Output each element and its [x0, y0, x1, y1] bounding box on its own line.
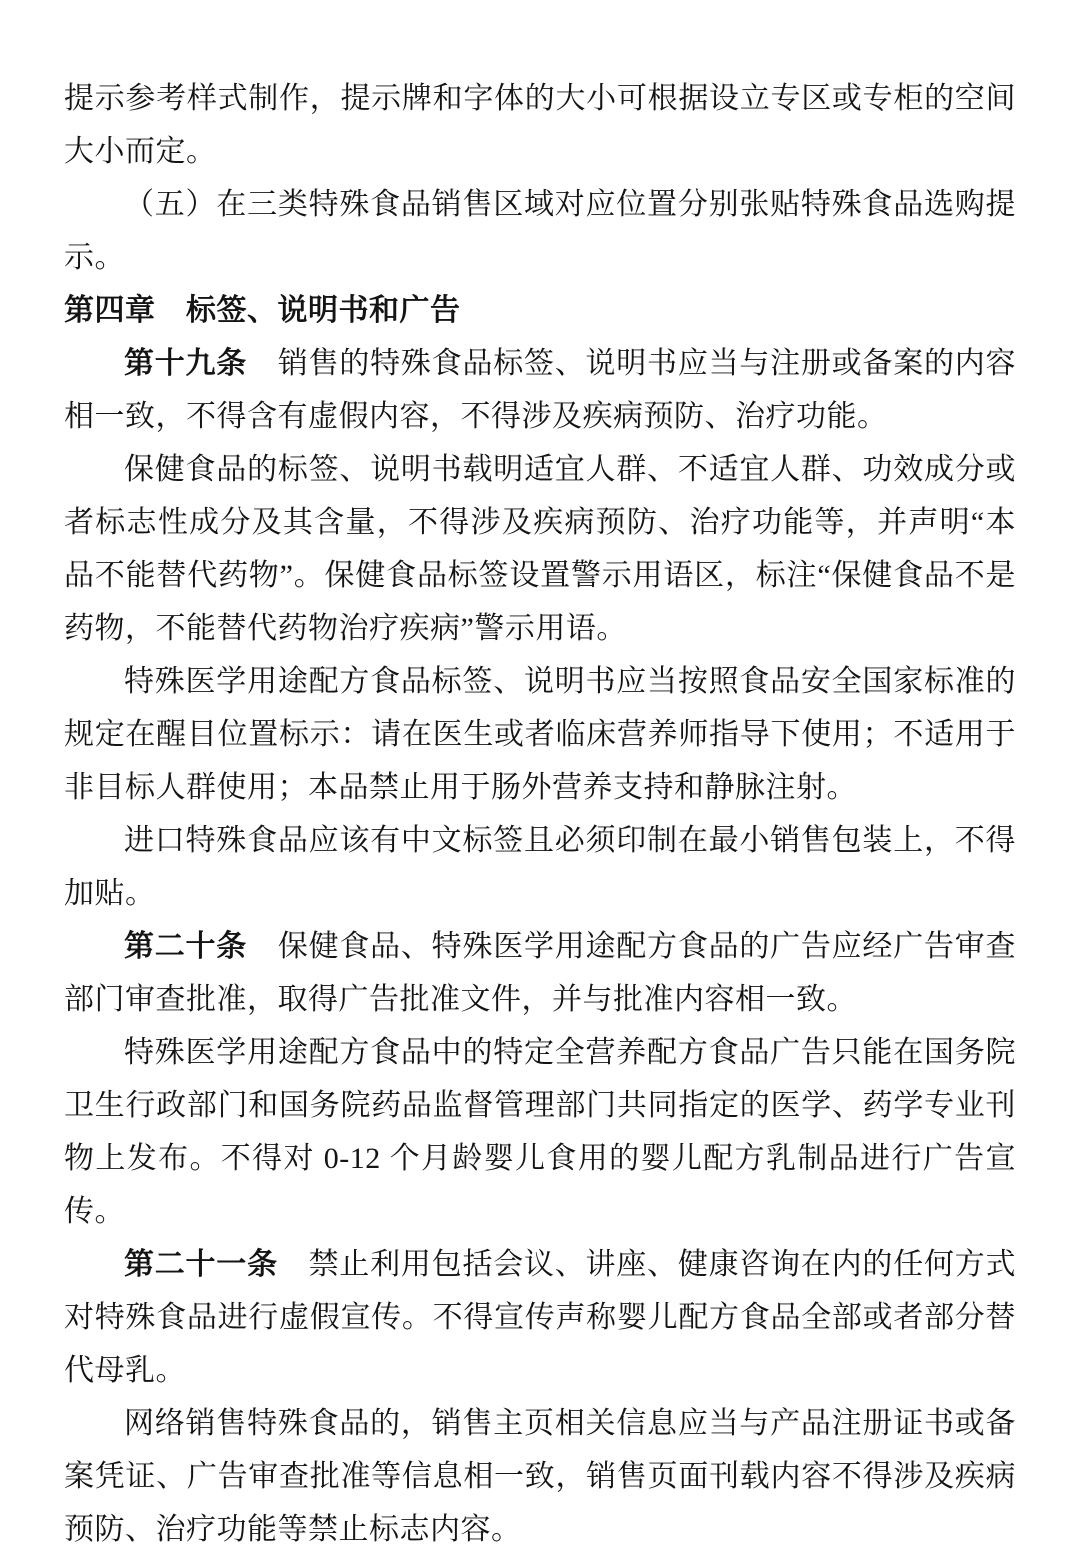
paragraph-article-19 — [64, 337, 1016, 443]
article-21-text: 禁止利用包括会议、讲座、健康咨询在内的任何方式对特殊食品进行虚假宣传。不得宣传声称婴儿配方食品全部或者部分替代母乳。 — [64, 1248, 1017, 1387]
paragraph-online-sales: 网络销售特殊食品的，销售主页相关信息应当与产品注册证书或备案凭证、广告审查批准等信息相一致，销售页面刊载内容不得涉及疾病预防、治疗功能等禁止标志内容。 — [64, 1407, 1016, 1546]
article-20-text: 保健食品、特殊医学用途配方食品的广告应经广告审查部门审查批准，取得广告批准文件，并与批准内容相一致。 — [64, 930, 1017, 1016]
paragraph-article-20 — [64, 920, 1016, 1026]
article-20-number: 第二十条 — [124, 930, 248, 963]
paragraph-list-item-5: （五）在三类特殊食品销售区域对应位置分别张贴特殊食品选购提示。 — [64, 188, 1016, 274]
paragraph-article-21 — [64, 1238, 1016, 1397]
article-19-text: 销售的特殊食品标签、说明书应当与注册或备案的内容相一致，不得含有虚假内容，不得涉及疾病预防、治疗功能。 — [64, 347, 1017, 433]
chapter-heading: 第四章 标签、说明书和广告 — [64, 294, 461, 327]
paragraph-fsmp-label: 特殊医学用途配方食品标签、说明书应当按照食品安全国家标准的规定在醒目位置标示：请在医生或者临床营养师指导下使用；不适用于非目标人群使用；本品禁止用于肠外营养支持和静脉注射。 — [64, 665, 1016, 804]
paragraph-health-food-label: 保健食品的标签、说明书载明适宜人群、不适宜人群、功效成分或者标志性成分及其含量，不得涉及疾病预防、治疗功能等，并声明“本品不能替代药物”。保健食品标签设置警示用语区，标注“保健食品不是药物，不能替代药物治疗疾病”警示用语。 — [64, 453, 1016, 645]
article-19-number: 第十九条 — [124, 347, 248, 380]
article-21-number: 第二十一条 — [124, 1248, 278, 1281]
paragraph-continuation: 提示参考样式制作，提示牌和字体的大小可根据设立专区或专柜的空间大小而定。 — [64, 82, 1016, 168]
paragraph-fsmp-advertising: 特殊医学用途配方食品中的特定全营养配方食品广告只能在国务院卫生行政部门和国务院药品监督管理部门共同指定的医学、药学专业刊物上发布。不得对 0-12 个月龄婴儿食用的婴儿配方乳制品进行广告宣传。 — [64, 1036, 1016, 1228]
paragraph-imported-food-label: 进口特殊食品应该有中文标签且必须印制在最小销售包装上，不得加贴。 — [64, 824, 1016, 910]
